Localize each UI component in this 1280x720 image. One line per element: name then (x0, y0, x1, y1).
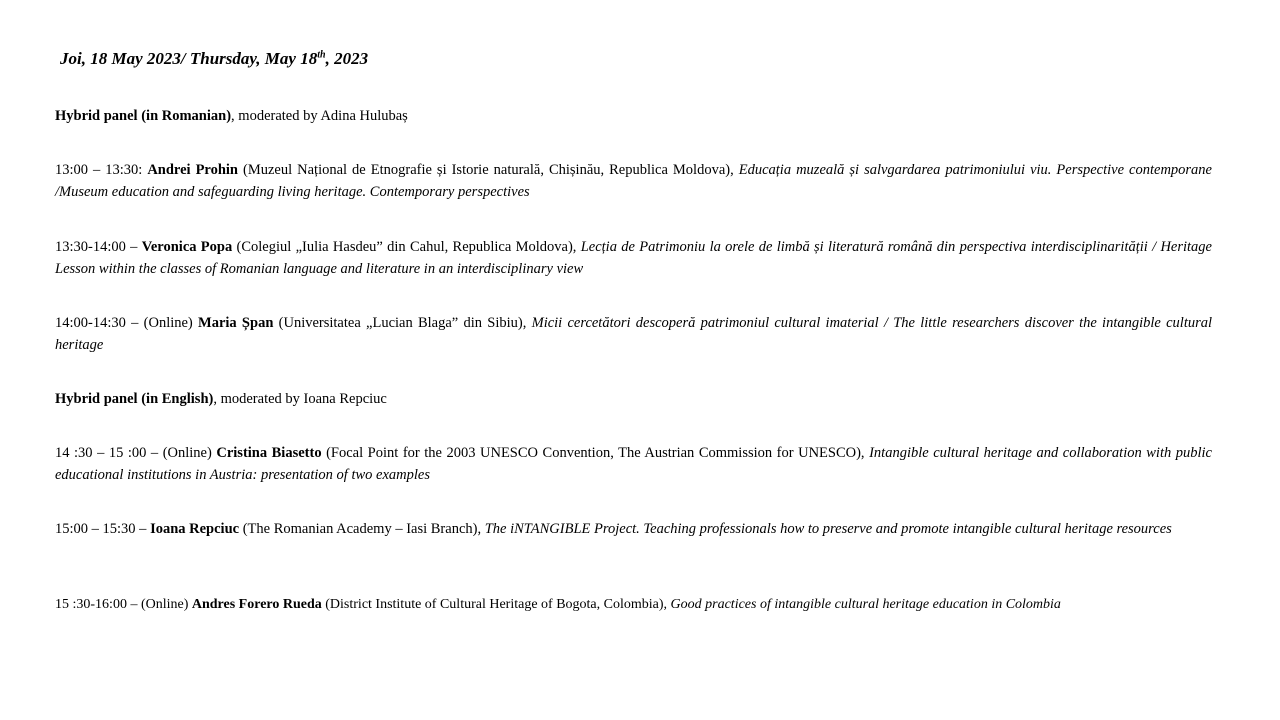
entry-affiliation: (Muzeul Național de Etnografie și Istorie naturală, Chișinău, Republica Moldova), (238, 162, 739, 178)
entry-time: 15 :30-16:00 – (Online) (55, 597, 192, 612)
panel-heading-english (55, 388, 1212, 410)
entry-title: The iNTANGIBLE Project. Teaching professionals how to preserve and promote intangible cultural heritage resources (484, 521, 1172, 537)
entry-speaker: Andrei Prohin (147, 162, 239, 178)
entry-time: 13:30-14:00 – (55, 239, 142, 255)
page-title (60, 49, 368, 69)
entry-affiliation: (Colegiul „Iulia Hasdeu” din Cahul, Republica Moldova), (232, 239, 581, 255)
schedule-entry (55, 594, 1212, 616)
date-year: , 2023 (325, 49, 369, 68)
entry-title: Intangible cultural heritage and collaboration with public educational institutions in Austria: presentation of two examples (55, 445, 1212, 483)
entry-affiliation: (Focal Point for the 2003 UNESCO Convention, The Austrian Commission for UNESCO), (321, 445, 870, 461)
panel-moderator: , moderated by Ioana Repciuc (213, 391, 387, 407)
schedule-entry (55, 518, 1212, 540)
entry-speaker: Andres Forero Rueda (191, 597, 322, 612)
entry-title: Educația muzeală și salvgardarea patrimoniului viu. Perspective contemporane /Museum education and safeguarding living heritage. Contemporary perspectives (55, 162, 1212, 200)
entry-speaker: Ioana Repciuc (150, 521, 240, 537)
schedule-entry (55, 312, 1212, 356)
entry-title: Good practices of intangible cultural heritage education in Colombia (670, 597, 1061, 612)
entry-title: Lecția de Patrimoniu la orele de limbă și literatură română din perspectiva interdisciplinarității / Heritage Lesson within the classes of Romanian language and literature in an interdisciplinary view (55, 239, 1212, 277)
entry-speaker: Maria Șpan (198, 315, 274, 331)
entry-time: 15:00 – 15:30 – (55, 521, 151, 537)
schedule-entry (55, 159, 1212, 203)
entry-time: 14 :30 – 15 :00 – (Online) (55, 445, 217, 461)
panel-label: Hybrid panel (in English) (55, 391, 214, 407)
entry-affiliation: (District Institute of Cultural Heritage of Bogota, Colombia), (321, 597, 671, 612)
entry-affiliation: (Universitatea „Lucian Blaga” din Sibiu), (273, 315, 532, 331)
entry-title: Micii cercetători descoperă patrimoniul cultural imaterial / The little researchers discover the intangible cultural heritage (55, 315, 1213, 353)
entry-speaker: Cristina Biasetto (216, 445, 322, 461)
panel-label: Hybrid panel (in Romanian) (55, 108, 232, 124)
entry-speaker: Veronica Popa (141, 239, 233, 255)
schedule-entry (55, 442, 1212, 486)
entry-time: 14:00-14:30 – (Online) (55, 315, 199, 331)
panel-heading-romanian (55, 105, 1212, 127)
schedule-entry (55, 236, 1212, 280)
entry-time: 13:00 – 13:30: (55, 162, 148, 178)
entry-affiliation: (The Romanian Academy – Iasi Branch), (239, 521, 485, 537)
date-text: Joi, 18 May 2023/ Thursday, May 18 (60, 49, 318, 68)
panel-moderator: , moderated by Adina Hulubaș (231, 108, 408, 124)
date-superscript: th (317, 49, 326, 61)
